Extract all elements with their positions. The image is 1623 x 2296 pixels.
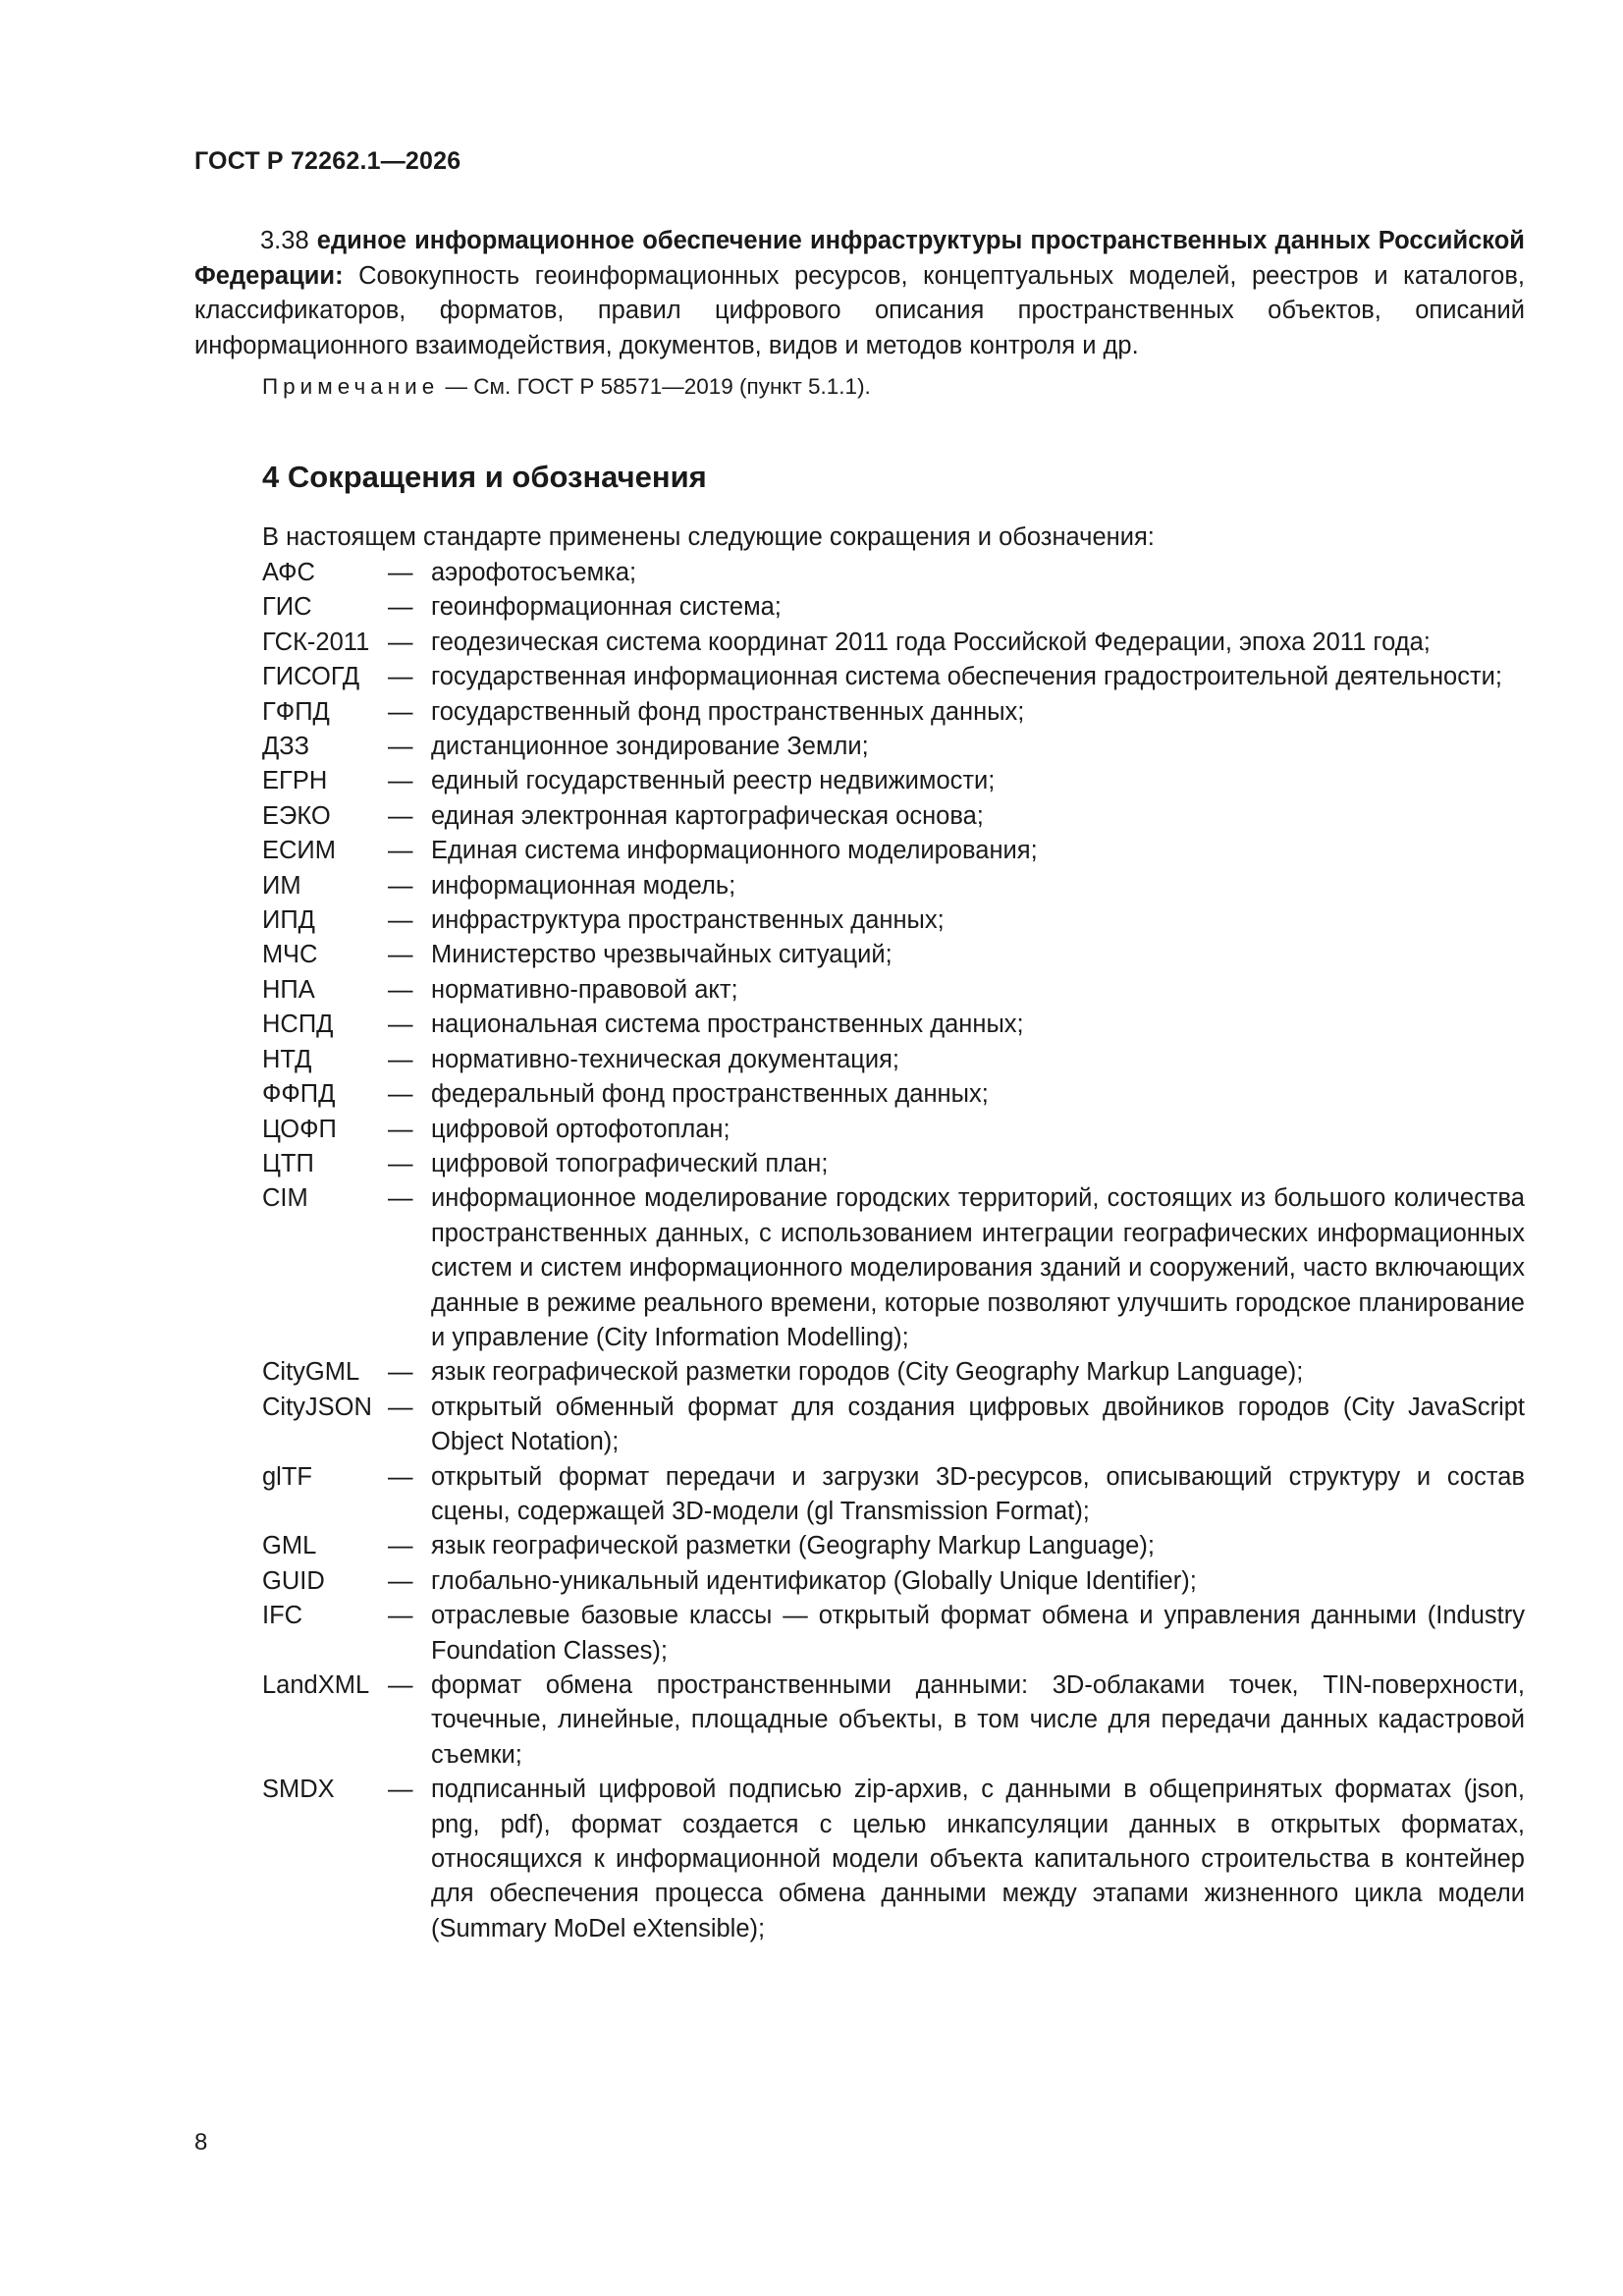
abbreviation-definition: нормативно-правовой акт; bbox=[431, 975, 738, 1004]
abbreviation-row bbox=[262, 1147, 1525, 1181]
abbreviation-code: CIM bbox=[262, 1184, 308, 1213]
abbreviation-dash: — bbox=[388, 1602, 413, 1630]
abbreviation-dash: — bbox=[388, 1080, 413, 1109]
abbreviation-definition: федеральный фонд пространственных данных; bbox=[431, 1080, 989, 1109]
abbreviation-definition: подписанный цифровой подписью zip-архив, с данными в общепринятых форматах (json, png, pdf), формат создается с целью инкапсуляции данных в открытых форматах, относящихся к информационной модели объекта капитального строительства в контейнер для обеспечения процесса обмена данными между этапами жизненного цикла модели (Summary MoDel eXtensible); bbox=[431, 1776, 1525, 1942]
abbreviation-row bbox=[262, 764, 1525, 798]
abbreviation-definition: формат обмена пространственными данными: 3D-облаками точек, TIN-поверхности, точечные, линейные, площадные объекты, в том числе для передачи данных кадастровой съемки; bbox=[431, 1671, 1525, 1769]
abbreviation-dash: — bbox=[388, 733, 413, 761]
abbreviation-row bbox=[262, 1773, 1525, 1946]
abbreviation-row bbox=[262, 799, 1525, 834]
abbreviation-dash: — bbox=[388, 801, 413, 830]
abbreviation-dash: — bbox=[388, 1462, 413, 1491]
abbreviation-definition: инфраструктура пространственных данных; bbox=[431, 906, 945, 935]
abbreviation-dash: — bbox=[388, 1566, 413, 1595]
abbreviation-dash: — bbox=[388, 697, 413, 726]
abbreviation-definition: геоинформационная система; bbox=[431, 593, 782, 622]
abbreviation-row bbox=[262, 938, 1525, 972]
abbreviation-row bbox=[262, 1460, 1525, 1530]
abbreviation-row bbox=[262, 660, 1525, 694]
abbreviation-code: ЕСИМ bbox=[262, 837, 336, 865]
abbreviation-definition: национальная система пространственных данных; bbox=[431, 1011, 1024, 1039]
abbreviation-dash: — bbox=[388, 941, 413, 969]
abbreviation-code: ГСК-2011 bbox=[262, 628, 370, 656]
abbreviation-definition: цифровой топографический план; bbox=[431, 1149, 829, 1177]
abbreviation-code: ЕГРН bbox=[262, 767, 328, 795]
abbreviation-dash: — bbox=[388, 1776, 413, 1804]
abbreviation-definition: аэрофотосъемка; bbox=[431, 559, 637, 586]
abbreviation-code: ИМ bbox=[262, 871, 301, 900]
abbreviation-dash: — bbox=[388, 593, 413, 622]
abbreviation-code: ФФПД bbox=[262, 1080, 336, 1109]
abbreviation-definition: информационная модель; bbox=[431, 871, 736, 900]
abbreviation-dash: — bbox=[388, 1045, 413, 1073]
abbreviation-dash: — bbox=[388, 663, 413, 691]
abbreviation-code: IFC bbox=[262, 1602, 303, 1630]
abbreviation-code: АФС bbox=[262, 559, 315, 586]
section-title: 4 Сокращения и обозначения bbox=[262, 460, 707, 494]
abbreviation-definition: нормативно-техническая документация; bbox=[431, 1045, 900, 1073]
abbreviation-code: ИПД bbox=[262, 906, 315, 935]
abbreviation-dash: — bbox=[388, 906, 413, 935]
abbreviation-dash: — bbox=[388, 1671, 413, 1699]
abbreviation-row bbox=[262, 1008, 1525, 1042]
standard-header: ГОСТ Р 72262.1—2026 bbox=[194, 147, 461, 175]
abbreviation-row bbox=[262, 556, 1525, 590]
abbreviation-dash: — bbox=[388, 1358, 413, 1387]
abbreviation-code: ГИС bbox=[262, 593, 312, 622]
abbreviation-row bbox=[262, 730, 1525, 764]
abbreviation-dash: — bbox=[388, 837, 413, 865]
abbreviation-row bbox=[262, 903, 1525, 938]
abbreviation-row bbox=[262, 1113, 1525, 1147]
abbreviation-code: CityJSON bbox=[262, 1393, 372, 1421]
abbreviation-row bbox=[262, 1181, 1525, 1355]
abbreviation-code: ГФПД bbox=[262, 697, 330, 726]
abbreviation-row bbox=[262, 1043, 1525, 1077]
abbreviation-code: LandXML bbox=[262, 1671, 370, 1699]
abbreviation-dash: — bbox=[388, 628, 413, 656]
abbreviation-row bbox=[262, 1355, 1525, 1390]
abbreviation-row bbox=[262, 1077, 1525, 1112]
abbreviation-code: ЦТП bbox=[262, 1149, 314, 1177]
abbreviation-row bbox=[262, 973, 1525, 1008]
abbreviation-code: CityGML bbox=[262, 1358, 360, 1387]
note bbox=[262, 372, 871, 402]
abbreviation-code: GML bbox=[262, 1532, 317, 1560]
abbreviation-row bbox=[262, 869, 1525, 903]
abbreviation-code: ГИСОГД bbox=[262, 663, 360, 691]
abbreviation-definition: язык географической разметки городов (City Geography Markup Language); bbox=[431, 1358, 1304, 1387]
abbreviation-dash: — bbox=[388, 1149, 413, 1177]
abbreviation-row bbox=[262, 1668, 1525, 1773]
abbreviation-definition: цифровой ортофотоплан; bbox=[431, 1115, 730, 1143]
abbreviation-dash: — bbox=[388, 1115, 413, 1143]
abbreviation-row bbox=[262, 1391, 1525, 1460]
term-3-38 bbox=[194, 224, 1525, 363]
abbreviation-definition: Министерство чрезвычайных ситуаций; bbox=[431, 941, 893, 969]
abbreviation-code: ДЗЗ bbox=[262, 733, 310, 761]
abbreviation-definition: дистанционное зондирование Земли; bbox=[431, 733, 869, 761]
abbreviation-dash: — bbox=[388, 975, 413, 1004]
abbreviation-dash: — bbox=[388, 1393, 413, 1421]
abbreviation-dash: — bbox=[388, 1011, 413, 1039]
abbreviation-code: НСПД bbox=[262, 1011, 334, 1039]
abbreviation-row bbox=[262, 1564, 1525, 1599]
note-label: Примечание bbox=[262, 374, 440, 399]
term-number: 3.38 bbox=[260, 227, 309, 254]
abbreviation-code: GUID bbox=[262, 1566, 325, 1595]
abbreviation-definition: единая электронная картографическая основа; bbox=[431, 801, 984, 830]
abbreviation-row bbox=[262, 1529, 1525, 1563]
term-definition: Совокупность геоинформационных ресурсов, концептуальных моделей, реестров и каталогов, классификаторов, форматов, правил цифрового описания пространственных объектов, описаний информационного взаимодействия, документов, видов и методов контроля и др. bbox=[194, 261, 1525, 359]
abbreviation-definition: государственный фонд пространственных данных; bbox=[431, 697, 1025, 726]
abbreviation-definition: язык географической разметки (Geography Markup Language); bbox=[431, 1532, 1155, 1560]
abbreviation-code: МЧС bbox=[262, 941, 318, 969]
abbreviation-row bbox=[262, 1599, 1525, 1668]
abbreviation-definition: открытый обменный формат для создания цифровых двойников городов (City JavaScript Object Notation); bbox=[431, 1393, 1525, 1456]
abbreviation-dash: — bbox=[388, 767, 413, 795]
abbreviation-row bbox=[262, 590, 1525, 625]
section-intro: В настоящем стандарте применены следующие сокращения и обозначения: bbox=[262, 523, 1155, 551]
abbreviation-dash: — bbox=[388, 871, 413, 900]
abbreviation-dash: — bbox=[388, 1532, 413, 1560]
abbreviation-definition: информационное моделирование городских территорий, состоящих из большого количества пространственных данных, с использованием интеграции географических информационных систем и систем информационного моделирования зданий и сооружений, часто включающих данные в режиме реального времени, которые позволяют улучшить городское планирование и управление (City Information Modelling); bbox=[431, 1184, 1525, 1351]
abbreviation-list bbox=[262, 556, 1525, 1946]
abbreviation-code: ЕЭКО bbox=[262, 801, 331, 830]
abbreviation-definition: глобально-уникальный идентификатор (Globally Unique Identifier); bbox=[431, 1566, 1197, 1595]
abbreviation-row bbox=[262, 695, 1525, 730]
abbreviation-code: SMDX bbox=[262, 1776, 335, 1804]
abbreviation-definition: открытый формат передачи и загрузки 3D-ресурсов, описывающий структуру и состав сцены, содержащей 3D-модели (gl Transmission Format); bbox=[431, 1462, 1525, 1525]
term-title: единое информационное обеспечение инфраструктуры пространственных данных Российской Федерации: bbox=[194, 227, 1525, 290]
note-text: — См. ГОСТ Р 58571—2019 (пункт 5.1.1). bbox=[445, 374, 871, 399]
abbreviation-row bbox=[262, 834, 1525, 868]
abbreviation-dash: — bbox=[388, 1184, 413, 1213]
abbreviation-dash: — bbox=[388, 559, 413, 586]
abbreviation-definition: геодезическая система координат 2011 года Российской Федерации, эпоха 2011 года; bbox=[431, 628, 1431, 656]
abbreviation-row bbox=[262, 626, 1525, 660]
abbreviation-definition: Единая система информационного моделирования; bbox=[431, 837, 1038, 865]
abbreviation-definition: государственная информационная система обеспечения градостроительной деятельности; bbox=[431, 663, 1502, 691]
abbreviation-definition: отраслевые базовые классы — открытый формат обмена и управления данными (Industry Foundation Classes); bbox=[431, 1602, 1525, 1665]
abbreviation-code: ЦОФП bbox=[262, 1115, 337, 1143]
abbreviation-code: НТД bbox=[262, 1045, 312, 1073]
page-number: 8 bbox=[194, 2129, 208, 2156]
abbreviation-code: НПА bbox=[262, 975, 315, 1004]
abbreviation-code: glTF bbox=[262, 1462, 312, 1491]
abbreviation-definition: единый государственный реестр недвижимости; bbox=[431, 767, 996, 795]
